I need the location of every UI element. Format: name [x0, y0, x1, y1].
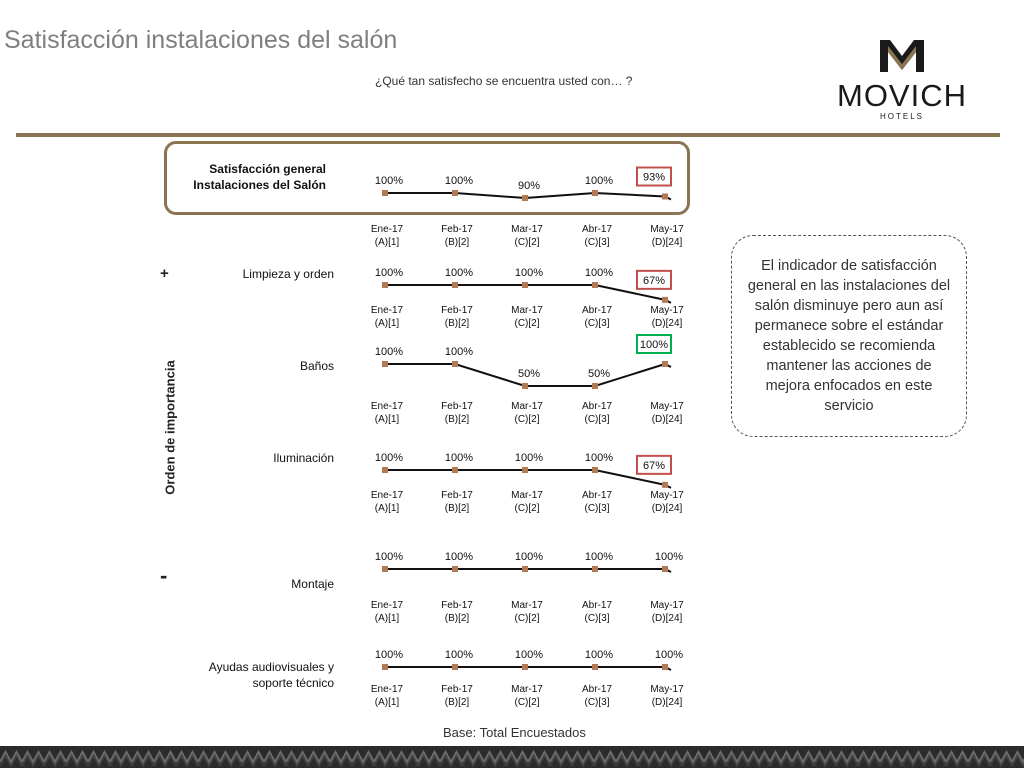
- tick-label: Mar-17: [511, 684, 543, 695]
- tick-label: (A)[1]: [374, 503, 400, 514]
- row-label-iluminacion: Iluminación: [273, 451, 334, 465]
- data-point: [522, 282, 528, 288]
- data-point: [382, 664, 388, 670]
- tick-label: (A)[1]: [374, 237, 400, 248]
- data-point: [592, 383, 598, 389]
- tick-label: Feb-17: [441, 305, 473, 316]
- data-point: [592, 664, 598, 670]
- tick-label: Feb-17: [441, 490, 473, 501]
- row-label-ayudas: Ayudas audiovisuales y soporte técnico: [208, 660, 334, 690]
- tick-label: (C)[2]: [514, 503, 540, 514]
- tick-label: (C)[3]: [584, 414, 610, 425]
- data-point: [452, 566, 458, 572]
- tick-label: (C)[3]: [584, 613, 610, 624]
- tick-label: (D)[24]: [651, 503, 683, 514]
- tick-label: (A)[1]: [374, 414, 400, 425]
- data-point: [662, 297, 668, 303]
- tick-label: Feb-17: [441, 401, 473, 412]
- data-label: 100%: [374, 452, 404, 464]
- data-label: 100%: [584, 175, 614, 187]
- data-label: 67%: [642, 459, 666, 472]
- data-point: [592, 190, 598, 196]
- tick-label: May-17: [650, 600, 684, 611]
- chart-5: [371, 649, 684, 708]
- data-point: [382, 566, 388, 572]
- tick-label: (A)[1]: [374, 613, 400, 624]
- tick-label: Mar-17: [511, 600, 543, 611]
- data-point: [522, 566, 528, 572]
- tick-label: (B)[2]: [444, 237, 470, 248]
- tick-label: Mar-17: [511, 401, 543, 412]
- tick-label: (C)[3]: [584, 318, 610, 329]
- tick-label: Mar-17: [511, 490, 543, 501]
- data-point: [522, 383, 528, 389]
- tick-label: Ene-17: [370, 600, 404, 611]
- tick-label: Feb-17: [441, 224, 473, 235]
- data-point: [592, 282, 598, 288]
- tick-label: (C)[2]: [514, 613, 540, 624]
- data-label: 100%: [444, 551, 474, 563]
- data-point: [382, 282, 388, 288]
- tick-label: (C)[3]: [584, 503, 610, 514]
- tick-label: (A)[1]: [374, 318, 400, 329]
- base-footnote: Base: Total Encuestados: [443, 725, 586, 740]
- importance-plus-sign: +: [160, 265, 169, 282]
- tick-label: (C)[2]: [514, 318, 540, 329]
- data-label: 100%: [639, 339, 669, 351]
- data-label: 100%: [514, 551, 544, 563]
- importance-axis-title: Orden de importancia: [162, 360, 178, 495]
- data-point: [452, 467, 458, 473]
- tick-label: Ene-17: [370, 490, 404, 501]
- data-point: [522, 664, 528, 670]
- data-label: 100%: [374, 267, 404, 279]
- data-point: [662, 482, 668, 488]
- row-label-general: Satisfacción general Instalaciones del Salón: [193, 162, 326, 192]
- data-point: [382, 190, 388, 196]
- tick-label: (B)[2]: [444, 613, 470, 624]
- tick-label: (C)[2]: [514, 697, 540, 708]
- data-point: [662, 566, 668, 572]
- row-label-banos: Baños: [299, 359, 334, 373]
- tick-label: Ene-17: [370, 305, 404, 316]
- tick-label: Ene-17: [370, 684, 404, 695]
- data-label: 100%: [584, 267, 614, 279]
- question-subtitle: ¿Qué tan satisfecho se encuentra usted con… ?: [375, 74, 633, 88]
- data-label: 100%: [584, 649, 614, 661]
- chart-2: [371, 335, 684, 425]
- tick-label: Feb-17: [441, 600, 473, 611]
- tick-label: Mar-17: [511, 305, 543, 316]
- tick-label: Mar-17: [511, 224, 543, 235]
- tick-label: Abr-17: [581, 684, 613, 695]
- data-point: [662, 664, 668, 670]
- tick-label: May-17: [650, 305, 684, 316]
- data-label: 100%: [444, 452, 474, 464]
- tick-label: (C)[3]: [584, 237, 610, 248]
- tick-label: Abr-17: [581, 305, 613, 316]
- data-point: [662, 194, 668, 200]
- logo-brand-text: MOVICH: [837, 78, 967, 113]
- data-label: 50%: [587, 368, 611, 380]
- page-title: Satisfacción instalaciones del salón: [4, 26, 398, 54]
- data-point: [452, 664, 458, 670]
- data-label: 100%: [444, 175, 474, 187]
- tick-label: May-17: [650, 490, 684, 501]
- tick-label: (D)[24]: [651, 318, 683, 329]
- tick-label: Abr-17: [581, 224, 613, 235]
- tick-label: (D)[24]: [651, 237, 683, 248]
- footer-pattern: [0, 746, 1024, 768]
- tick-label: (D)[24]: [651, 613, 683, 624]
- tick-label: (C)[2]: [514, 414, 540, 425]
- data-label: 100%: [514, 649, 544, 661]
- logo-sub-text: HOTELS: [879, 112, 925, 121]
- data-label: 100%: [584, 551, 614, 563]
- data-point: [522, 467, 528, 473]
- data-point: [452, 282, 458, 288]
- tick-label: Feb-17: [441, 684, 473, 695]
- chart-4: [371, 551, 684, 624]
- data-point: [522, 195, 528, 201]
- importance-minus-sign: -: [160, 563, 168, 588]
- data-point: [452, 361, 458, 367]
- tick-label: Ene-17: [370, 401, 404, 412]
- tick-label: May-17: [650, 684, 684, 695]
- data-label: 90%: [517, 180, 541, 192]
- insight-note-text: El indicador de satisfacción general en las instalaciones del salón disminuye pero aun así permanece sobre el estándar establecido se recomienda mantener las acciones de mejora enfocados en este servicio: [747, 258, 951, 414]
- tick-label: Abr-17: [581, 600, 613, 611]
- data-label: 100%: [584, 452, 614, 464]
- tick-label: Abr-17: [581, 401, 613, 412]
- chart-0: [371, 168, 684, 249]
- data-label: 100%: [444, 649, 474, 661]
- tick-label: (D)[24]: [651, 414, 683, 425]
- data-point: [592, 467, 598, 473]
- tick-label: (C)[2]: [514, 237, 540, 248]
- data-point: [452, 190, 458, 196]
- tick-label: Abr-17: [581, 490, 613, 501]
- tick-label: (B)[2]: [444, 414, 470, 425]
- tick-label: (A)[1]: [374, 697, 400, 708]
- data-label: 100%: [374, 551, 404, 563]
- data-label: 100%: [514, 267, 544, 279]
- data-label: 50%: [517, 368, 541, 380]
- tick-label: Ene-17: [370, 224, 404, 235]
- data-label: 93%: [642, 171, 666, 184]
- tick-label: May-17: [650, 401, 684, 412]
- data-label: 100%: [654, 649, 684, 661]
- row-label-limpieza: Limpieza y orden: [242, 267, 334, 281]
- tick-label: (C)[3]: [584, 697, 610, 708]
- tick-label: (B)[2]: [444, 503, 470, 514]
- data-point: [592, 566, 598, 572]
- data-label: 100%: [374, 649, 404, 661]
- data-label: 100%: [444, 346, 474, 358]
- chart-1: [371, 267, 684, 329]
- chart-3: [371, 452, 684, 514]
- data-label: 67%: [642, 274, 666, 287]
- data-label: 100%: [654, 551, 684, 563]
- data-point: [382, 467, 388, 473]
- data-point: [382, 361, 388, 367]
- data-point: [662, 361, 668, 367]
- data-label: 100%: [514, 452, 544, 464]
- tick-label: (D)[24]: [651, 697, 683, 708]
- tick-label: (B)[2]: [444, 697, 470, 708]
- insight-note-box: [731, 235, 967, 437]
- row-label-montaje: Montaje: [291, 577, 334, 591]
- data-label: 100%: [374, 346, 404, 358]
- data-label: 100%: [444, 267, 474, 279]
- tick-label: (B)[2]: [444, 318, 470, 329]
- data-label: 100%: [374, 175, 404, 187]
- tick-label: May-17: [650, 224, 684, 235]
